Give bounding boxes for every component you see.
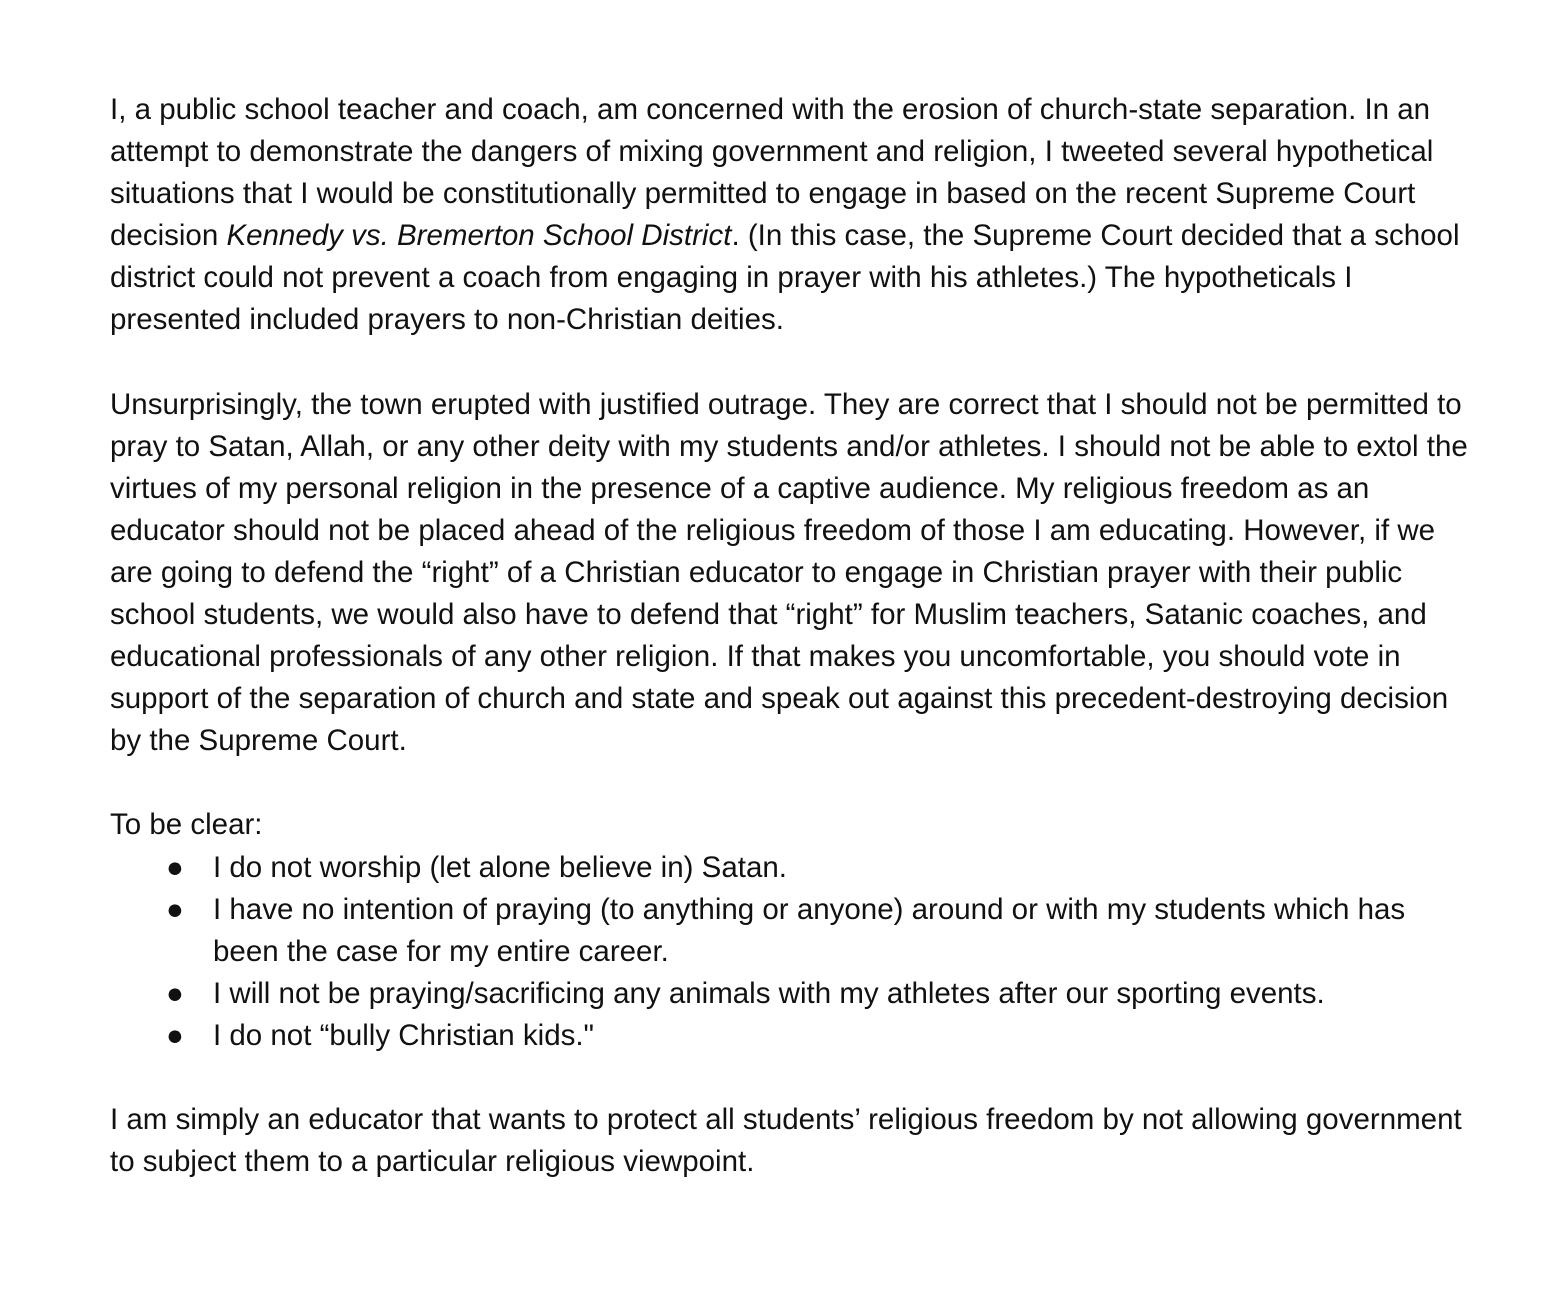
bullet-icon: ●: [166, 850, 184, 884]
list-item-text: I do not “bully Christian kids.": [213, 1018, 595, 1052]
paragraph-outrage: Unsurprisingly, the town erupted with justified outrage. They are correct that I should not be permitted to pray to Satan, Allah, or any other deity with my students and/or athletes. I should not be able to extol the virtues of my personal religion in the presence of a captive audience. My religious freedom as an educator should not be placed ahead of the religious freedom of those I am educating. However, if we are going to defend the “right” of a Christian educator to engage in Christian prayer with their public school students, we would also have to defend that “right” for Muslim teachers, Satanic coaches, and educational professionals of any other religion. If that makes you uncomfortable, you should vote in support of the separation of church and state and speak out against this precedent-destroying decision by the Supreme Court.: [110, 387, 1468, 758]
list-item: [110, 973, 1470, 1015]
list-item-text: I have no intention of praying (to anything or anyone) around or with my students which has been the case for my entire career.: [213, 892, 1406, 968]
clarification-list: [110, 847, 1470, 1057]
paragraph-closing: I am simply an educator that wants to protect all students’ religious freedom by not allowing government to subject them to a particular religious viewpoint.: [110, 1102, 1462, 1179]
paragraph-intro-text-1: I, a public school teacher and coach, am concerned with the erosion of church-state separation. In an attempt to demonstrate the dangers of mixing government and religion, I tweeted several hypothetical situations that I would be constitutionally permitted to engage in based on the recent Supreme Court decision: [110, 93, 1434, 253]
list-item-text: I do not worship (let alone believe in) Satan.: [213, 850, 787, 884]
case-name: Kennedy vs. Bremerton School District: [226, 219, 732, 253]
document-body: [110, 89, 1470, 1183]
paragraph-intro-text-2: . (In this case, the Supreme Court decided that a school district could not prevent a coach from engaging in prayer with his athletes.) The hypotheticals I presented included prayers to non-Christian deities.: [110, 219, 1460, 337]
list-intro: To be clear:: [110, 808, 263, 842]
bullet-icon: ●: [166, 1018, 184, 1052]
paragraph-spacer: [110, 762, 1470, 804]
bullet-icon: ●: [166, 976, 184, 1010]
paragraph-intro: [110, 89, 1470, 342]
paragraph-spacer: [110, 1057, 1470, 1099]
list-item: [110, 847, 1470, 889]
paragraph-spacer: [110, 342, 1470, 384]
list-item: [110, 889, 1470, 973]
list-item: [110, 1015, 1470, 1057]
bullet-icon: ●: [166, 892, 184, 926]
list-item-text: I will not be praying/sacrificing any animals with my athletes after our sporting events.: [213, 976, 1325, 1010]
